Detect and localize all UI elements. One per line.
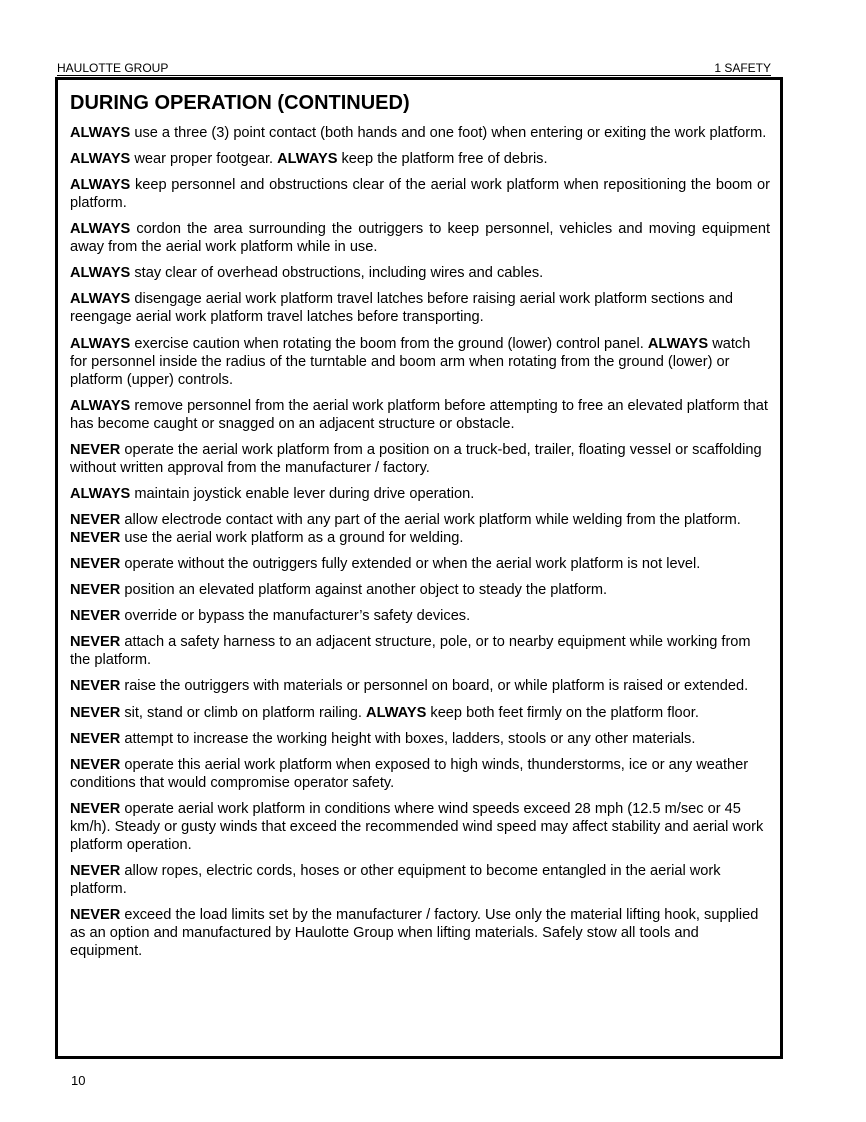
safety-rule xyxy=(70,756,770,792)
rule-keyword: NEVER xyxy=(70,608,121,625)
rule-text: allow ropes, electric cords, hoses or other equipment to become entangled in the aerial work platform. xyxy=(70,862,721,897)
rule-text: operate aerial work platform in conditions where wind speeds exceed 28 mph (12.5 m/sec or 45 km/h). Steady or gusty winds that exceed the recommended wind speed may affect stability and aerial work platform operation. xyxy=(70,800,764,853)
safety-rule xyxy=(70,335,770,389)
rule-keyword: NEVER xyxy=(70,704,121,721)
rule-text: operate without the outriggers fully extended or when the aerial work platform is not level. xyxy=(120,556,701,573)
page-number: 10 xyxy=(71,1073,86,1088)
safety-rule xyxy=(70,730,770,748)
rule-keyword: NEVER xyxy=(70,800,121,817)
rule-text: keep personnel and obstructions clear of the aerial work platform when repositioning the boom or platform. xyxy=(70,177,770,212)
rule-keyword: ALWAYS xyxy=(70,291,131,308)
safety-rule xyxy=(70,124,770,142)
rule-keyword: NEVER xyxy=(70,862,121,879)
header-company: HAULOTTE GROUP xyxy=(57,61,169,75)
rule-keyword: NEVER xyxy=(70,529,121,546)
rule-text: operate this aerial work platform when exposed to high winds, thunderstorms, ice or any weather conditions that would compromise operator safety. xyxy=(70,756,749,791)
rule-keyword: ALWAYS xyxy=(647,335,709,352)
rule-keyword: NEVER xyxy=(70,634,121,651)
safety-rule xyxy=(70,862,770,898)
rule-text: exceed the load limits set by the manufacturer / factory. Use only the material lifting hook, supplied as an option and manufactured by Haulotte Group when lifting materials. Safely stow all tools and equipment. xyxy=(70,906,759,959)
rule-text: wear proper footgear. xyxy=(130,151,278,168)
rule-text: allow electrode contact with any part of the aerial work platform while welding from the platform. xyxy=(120,511,741,528)
rule-keyword: NEVER xyxy=(70,756,121,773)
rule-text: maintain joystick enable lever during drive operation. xyxy=(130,485,475,502)
rule-text: override or bypass the manufacturer’s safety devices. xyxy=(120,608,471,625)
rule-text: disengage aerial work platform travel latches before raising aerial work platform sections and reengage aerial work platform travel latches before transporting. xyxy=(70,291,733,326)
rule-keyword: NEVER xyxy=(70,678,121,695)
safety-rule xyxy=(70,607,770,625)
rule-keyword: NEVER xyxy=(70,730,121,747)
safety-rule xyxy=(70,511,770,547)
rule-text: attach a safety harness to an adjacent structure, pole, or to nearby equipment while working from the platform. xyxy=(70,634,751,669)
safety-rule xyxy=(70,555,770,573)
rule-text: position an elevated platform against another object to steady the platform. xyxy=(120,582,608,599)
rule-keyword: ALWAYS xyxy=(70,265,131,282)
safety-rule xyxy=(70,906,770,960)
rule-text: use the aerial work platform as a ground for welding. xyxy=(120,529,464,546)
rule-text: raise the outriggers with materials or personnel on board, or while platform is raised or extended. xyxy=(120,678,749,695)
section-title: DURING OPERATION (CONTINUED) xyxy=(70,92,410,114)
rule-keyword: ALWAYS xyxy=(70,485,131,502)
safety-rule xyxy=(70,150,770,168)
rule-keyword: ALWAYS xyxy=(70,177,131,194)
safety-rule xyxy=(70,264,770,282)
rule-keyword: ALWAYS xyxy=(366,704,427,721)
rule-keyword: ALWAYS xyxy=(277,151,338,168)
rule-text: exercise caution when rotating the boom from the ground (lower) control panel. xyxy=(130,335,648,352)
safety-rule xyxy=(70,397,770,433)
rule-text: sit, stand or climb on platform railing. xyxy=(120,704,367,721)
rule-text: attempt to increase the working height with boxes, ladders, stools or any other materials. xyxy=(120,730,696,747)
rule-keyword: ALWAYS xyxy=(70,335,131,352)
rule-text: stay clear of overhead obstructions, including wires and cables. xyxy=(130,265,544,282)
safety-rule xyxy=(70,677,770,695)
page-header xyxy=(57,60,771,76)
rule-keyword: NEVER xyxy=(70,441,121,458)
safety-rule xyxy=(70,290,770,326)
rule-keyword: ALWAYS xyxy=(70,125,131,141)
header-rule xyxy=(57,75,771,76)
content-frame xyxy=(55,77,783,1059)
safety-rule xyxy=(70,485,770,503)
rule-text: keep both feet firmly on the platform floor. xyxy=(426,704,699,721)
rule-keyword: ALWAYS xyxy=(70,397,131,414)
rule-text: cordon the area surrounding the outriggers to keep personnel, vehicles and moving equipment away from the aerial work platform while in use. xyxy=(70,221,770,256)
rule-keyword: NEVER xyxy=(70,511,121,528)
rule-text: keep the platform free of debris. xyxy=(337,151,548,168)
rule-keyword: NEVER xyxy=(70,582,121,599)
safety-rule xyxy=(70,441,770,477)
safety-rule xyxy=(70,220,770,256)
safety-rule xyxy=(70,581,770,599)
rule-text: remove personnel from the aerial work platform before attempting to free an elevated platform that has become caught or snagged on an adjacent structure or obstacle. xyxy=(70,397,768,432)
header-section: 1 SAFETY xyxy=(714,61,771,75)
rule-text: use a three (3) point contact (both hands and one foot) when entering or exiting the work platform. xyxy=(130,125,767,141)
safety-rule xyxy=(70,176,770,212)
safety-rule xyxy=(70,704,770,722)
rule-text: watch for personnel inside the radius of the turntable and boom arm when rotating from the ground (lower) or platform (upper) controls. xyxy=(70,335,751,388)
rule-keyword: NEVER xyxy=(70,906,121,923)
rule-keyword: NEVER xyxy=(70,556,121,573)
rule-keyword: ALWAYS xyxy=(70,151,131,168)
safety-rule xyxy=(70,800,770,854)
safety-rule xyxy=(70,633,770,669)
rule-text: operate the aerial work platform from a position on a truck-bed, trailer, floating vessel or scaffolding without written approval from the manufacturer / factory. xyxy=(70,441,762,476)
safety-rules-list xyxy=(70,124,770,968)
rule-keyword: ALWAYS xyxy=(70,221,131,238)
